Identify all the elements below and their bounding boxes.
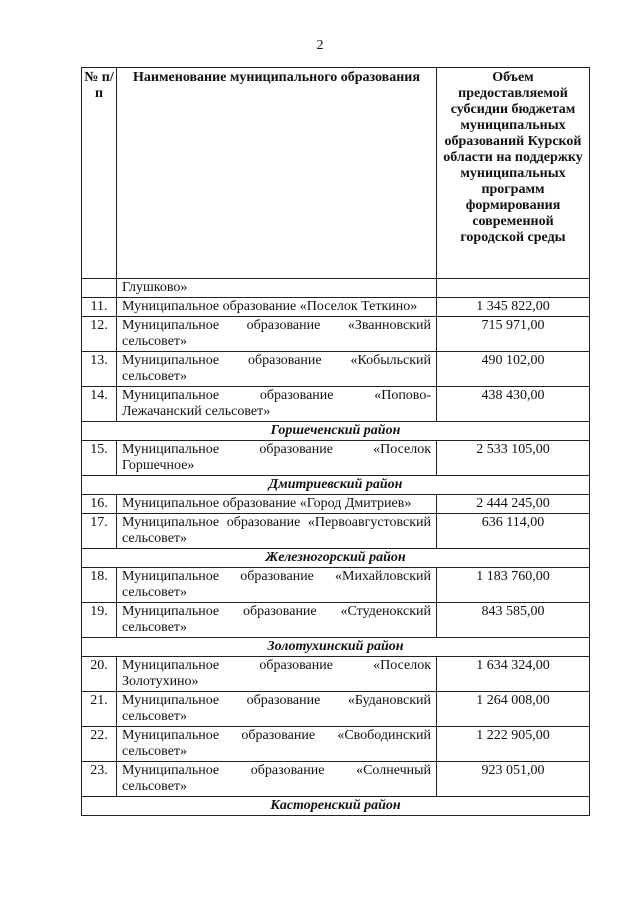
row-number: 21. [82, 692, 117, 727]
table-row [82, 387, 590, 422]
row-number: 20. [82, 657, 117, 692]
table-row [82, 441, 590, 476]
subsidy-amount: 2 444 245,00 [437, 495, 590, 514]
municipality-name: Муниципальное образование «Свободинский сельсовет» [117, 727, 437, 762]
table-row [82, 657, 590, 692]
table-row [82, 279, 590, 298]
district-name: Горшеченский район [82, 422, 590, 441]
district-row [82, 797, 590, 816]
table-row [82, 568, 590, 603]
table-row [82, 352, 590, 387]
table-row [82, 514, 590, 549]
municipality-name: Муниципальное образование «Студенокский сельсовет» [117, 603, 437, 638]
subsidy-amount: 1 264 008,00 [437, 692, 590, 727]
district-name: Дмитриевский район [82, 476, 590, 495]
municipality-name: Муниципальное образование «Солнечный сельсовет» [117, 762, 437, 797]
subsidy-amount: 2 533 105,00 [437, 441, 590, 476]
municipality-name: Муниципальное образование «Город Дмитриев» [117, 495, 437, 514]
row-number: 16. [82, 495, 117, 514]
table-row [82, 495, 590, 514]
subsidy-amount: 1 222 905,00 [437, 727, 590, 762]
table-row [82, 298, 590, 317]
table-header-row [82, 68, 590, 279]
row-number: 17. [82, 514, 117, 549]
row-number: 15. [82, 441, 117, 476]
table-row [82, 317, 590, 352]
row-number: 19. [82, 603, 117, 638]
row-number: 22. [82, 727, 117, 762]
subsidy-amount: 1 345 822,00 [437, 298, 590, 317]
table-row [82, 692, 590, 727]
district-name: Касторенский район [82, 797, 590, 816]
row-number: 14. [82, 387, 117, 422]
subsidy-amount: 715 971,00 [437, 317, 590, 352]
header-amount: Объем предоставляемой субсидии бюджетам муниципальных образований Курской области на поддержку муниципальных программ формирования современной городской среды [437, 68, 590, 279]
municipality-name: Муниципальное образование «Будановский сельсовет» [117, 692, 437, 727]
municipality-name: Муниципальное образование «Попово-Лежачанский сельсовет» [117, 387, 437, 422]
row-number: 18. [82, 568, 117, 603]
district-row [82, 476, 590, 495]
district-row [82, 638, 590, 657]
row-number: 11. [82, 298, 117, 317]
municipality-name: Муниципальное образование «Кобыльский сельсовет» [117, 352, 437, 387]
subsidy-amount: 843 585,00 [437, 603, 590, 638]
municipality-name: Глушково» [117, 279, 437, 298]
page-number: 2 [316, 38, 324, 53]
subsidy-amount [437, 279, 590, 298]
header-name: Наименование муниципального образования [117, 68, 437, 279]
subsidy-table [81, 67, 590, 816]
row-number: 13. [82, 352, 117, 387]
subsidy-amount: 438 430,00 [437, 387, 590, 422]
district-name: Железногорский район [82, 549, 590, 568]
municipality-name: Муниципальное образование «Первоавгустовский сельсовет» [117, 514, 437, 549]
row-number: 12. [82, 317, 117, 352]
municipality-name: Муниципальное образование «Поселок Теткино» [117, 298, 437, 317]
district-row [82, 549, 590, 568]
table-row [82, 762, 590, 797]
table-row [82, 727, 590, 762]
subsidy-amount: 1 634 324,00 [437, 657, 590, 692]
municipality-name: Муниципальное образование «Званновский сельсовет» [117, 317, 437, 352]
municipality-name: Муниципальное образование «Поселок Золотухино» [117, 657, 437, 692]
subsidy-amount: 490 102,00 [437, 352, 590, 387]
subsidy-amount: 1 183 760,00 [437, 568, 590, 603]
municipality-name: Муниципальное образование «Поселок Горшечное» [117, 441, 437, 476]
row-number [82, 279, 117, 298]
table-body [82, 279, 590, 816]
header-num: № п/п [82, 68, 117, 279]
district-name: Золотухинский район [82, 638, 590, 657]
subsidy-amount: 636 114,00 [437, 514, 590, 549]
row-number: 23. [82, 762, 117, 797]
subsidy-amount: 923 051,00 [437, 762, 590, 797]
table-row [82, 603, 590, 638]
district-row [82, 422, 590, 441]
municipality-name: Муниципальное образование «Михайловский сельсовет» [117, 568, 437, 603]
